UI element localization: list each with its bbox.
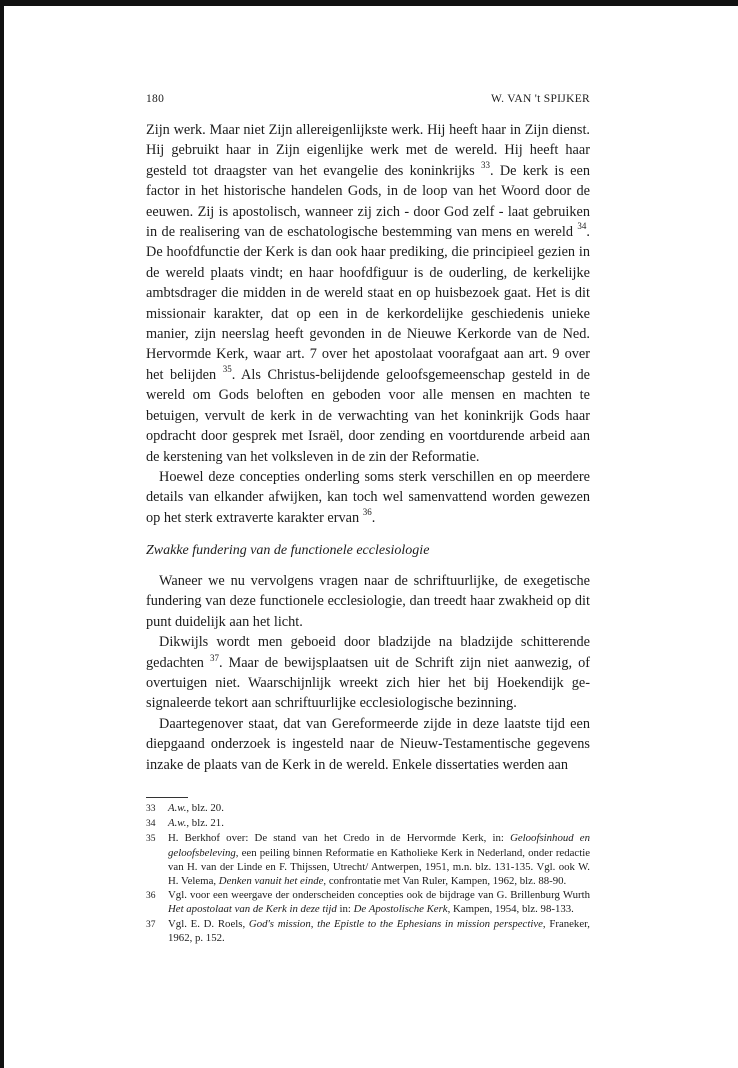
text-run: Vgl. voor een weergave der onderscheiden concepties ook de bijdrage van G. Brillenburg Wurth [168, 889, 590, 902]
text-run: Vgl. E. D. Roels, [168, 917, 249, 930]
footnote-number: 35 [146, 834, 156, 845]
footnote-text [168, 831, 590, 888]
italic-title: Denken vanuit het einde [218, 875, 324, 888]
footnote-text [168, 888, 590, 916]
paragraph-4 [146, 632, 590, 714]
footnote-divider [146, 797, 188, 798]
footnote-37 [146, 917, 590, 945]
text-run: . [371, 509, 376, 526]
italic-title: Geloofsinhoud en geloofsbeleving [168, 832, 590, 859]
footnote-text [168, 816, 590, 831]
footnote-36 [146, 888, 590, 916]
footnote-text [168, 917, 590, 945]
paragraph-1 [146, 120, 590, 467]
text-run: , Franeker, 1962, p. 152. [168, 917, 590, 944]
footnote-number: 33 [146, 804, 156, 814]
footnote-ref-34: 34 [577, 221, 587, 232]
footnote-number: 36 [146, 891, 156, 902]
italic-title: A.w. [168, 802, 187, 814]
running-author: W. VAN 't SPIJKER [491, 93, 590, 105]
text-run: . De kerk is een factor in het historische handelen Gods, in de loop van het Woord door de eeuwen. Zij is apostolisch, wanneer zij zich - door God zelf - laat gebruiken in de realisering van de eschatologische bestemming van mens en wereld [146, 162, 590, 241]
footnote-33 [146, 801, 590, 816]
text-run: in: [336, 903, 354, 916]
text-run: . De hoofdfunctie der Kerk is dan ook haar prediking, die principieel gezien in de wereld plaats vindt; en haar hoofdfiguur is de ouderling, de kerkelijke ambtsdrager die midden in de wereld staat en op huisbezoek gaat. Het is dit missionair karakter, dat op een in de kerkordelijke geschiedenis unieke manier, zijn neerslag heeft gevonden in de Nieuwe Kerkorde van de Ned. Hervormde Kerk, waar art. 7 over het apostolaat voorafgaat aan art. 9 over het belijden [146, 224, 590, 383]
text-run: Zijn werk. Maar niet Zijn allereigenlijkste werk. Hij heeft haar in Zijn dienst. Hij gebruikt haar in Zijn eigenlijke werk met de wereld. Hij heeft haar gesteld tot draagster van het evangelie des koninkrijks [146, 122, 590, 179]
main-text [146, 120, 590, 528]
text-run: , blz. 20. [186, 802, 224, 814]
section-heading: Zwakke fundering van de functionele ecclesiologie [146, 543, 430, 558]
main-text-continued [146, 571, 590, 775]
paragraph-2 [146, 467, 590, 528]
text-run: , Kampen, 1954, blz. 98-133. [447, 903, 574, 916]
footnote-ref-33: 33 [481, 160, 490, 171]
italic-title: A.w. [168, 817, 187, 830]
text-run: Hoewel deze concepties onderling soms sterk verschillen en op meerdere details van elkander afwijken, kan toch wel samenvattend worden gewezen op het sterk extraverte karakter ervan [146, 468, 590, 526]
footnote-35 [146, 831, 590, 888]
page-number: 180 [146, 93, 165, 105]
footnote-ref-35: 35 [222, 364, 232, 375]
paragraph-5: Daartegenover staat, dat van Gereformeerde zijde in deze laatste tijd een diepgaand onderzoek is ingesteld naar de Nieuw-Testamentische gegevens inzake de plaats van de Kerk in de wereld. Enkele dissertaties werden aan [146, 715, 590, 773]
footnote-number: 37 [146, 919, 156, 930]
paragraph-3: Waneer we nu vervolgens vragen naar de schriftuurlijke, de exegetische fundering van deze functionele ecclesiologie, dan treedt haar zwakheid op dit punt duidelijk aan het licht. [146, 573, 590, 630]
italic-title: God's mission, the Epistle to the Ephesians in mission perspective [248, 917, 543, 930]
text-run: . Als Christus-belijdende geloofsgemeenschap gesteld in de wereld om Gods beloften en geboden voor alle mensen en machten te betuigen, vervult de kerk in de verwachting van het koninkrijk Gods haar opdracht door gesprek met Israël, door zending en voortdurende arbeid aan de kerstening van het volksleven in de zin der Reformatie. [146, 366, 590, 465]
text-run: , een peiling binnen Reformatie en Katholieke Kerk in Nederland, onder redactie van H. van der Linde en F. Thijssen, Utrecht/ Antwerpen, 1951, m.n. blz. 131-135. Vgl. ook W. H. Velema, [168, 846, 590, 888]
footnote-34 [146, 816, 590, 831]
footnote-text [168, 801, 590, 816]
footnote-ref-37: 37 [209, 652, 219, 663]
italic-title: De Apostolische Kerk [353, 903, 448, 916]
italic-title: Het apostolaat van de Kerk in deze tijd [168, 903, 337, 916]
text-run: , blz. 21. [186, 817, 224, 830]
text-run: . Maar de bewijsplaatsen uit de Schrift zijn niet aanwezig, of overtuigen niet. Waarschijnlijk wreekt zich hier het bij Hoekendijk gesignaleerde tekort aan schriftuurlijke ecclesiologische bezinning. [146, 654, 590, 712]
footnote-ref-36: 36 [362, 506, 372, 517]
footnote-number: 34 [146, 819, 156, 830]
text-run: Dikwijls wordt men geboeid door bladzijde na bladzijde schitterende gedachten [146, 634, 590, 671]
text-run: , confrontatie met Van Ruler, Kampen, 1962, blz. 88-90. [323, 875, 567, 888]
footnotes [146, 801, 590, 945]
text-run: H. Berkhof over: De stand van het Credo in de Hervormde Kerk, in: [168, 832, 511, 845]
